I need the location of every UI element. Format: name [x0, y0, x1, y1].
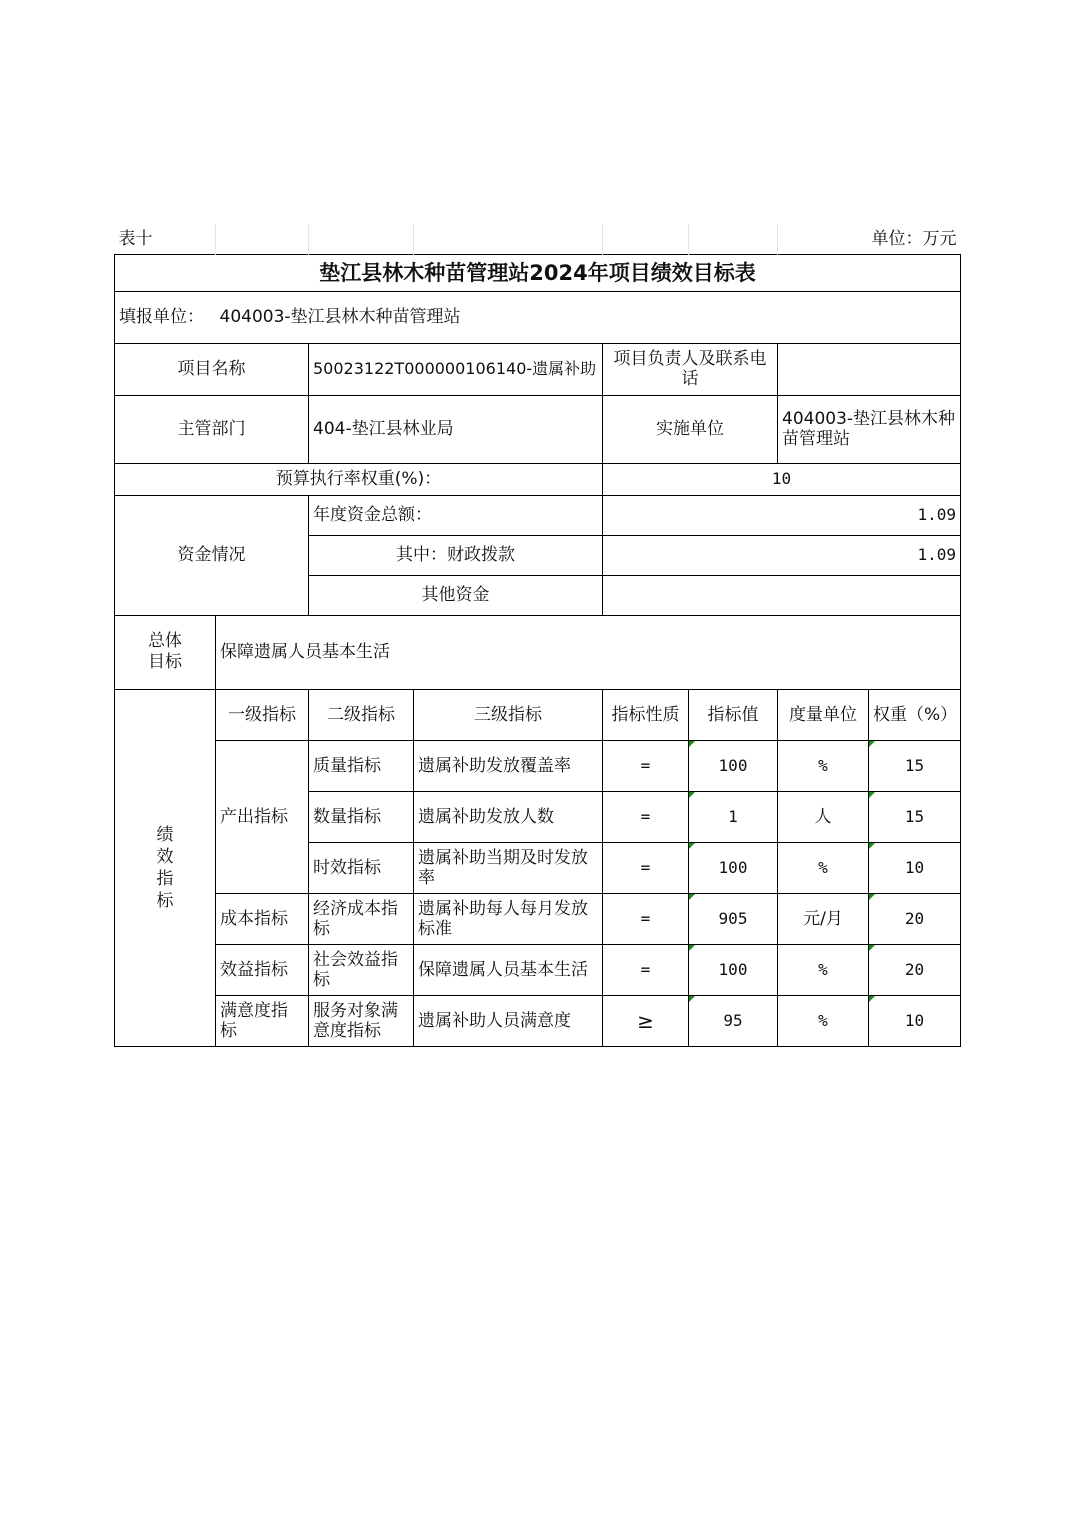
value-cell: 95 [689, 995, 778, 1046]
level1-output: 产出指标 [216, 740, 309, 893]
overall-goal-value: 保障遗属人员基本生活 [216, 615, 961, 689]
nature-cell: = [603, 893, 689, 944]
indicator-section-label: 绩效指标 [115, 689, 216, 1046]
weight-cell: 10 [869, 995, 961, 1046]
nature-cell: = [603, 842, 689, 893]
funds-label: 资金情况 [115, 495, 309, 615]
project-name-value: 50023122T000000106140-遗属补助 [309, 343, 603, 395]
unit-cell: % [778, 842, 869, 893]
unit-cell: 元/月 [778, 893, 869, 944]
project-name-label: 项目名称 [115, 343, 309, 395]
budget-weight-value: 10 [603, 463, 961, 495]
table-row [115, 944, 961, 995]
weight-cell: 20 [869, 944, 961, 995]
project-owner-value [778, 343, 961, 395]
dept-label: 主管部门 [115, 395, 309, 463]
value-cell: 100 [689, 944, 778, 995]
performance-target-table [114, 224, 961, 1047]
level3-cell: 遗属补助每人每月发放标准 [414, 893, 603, 944]
unit-cell: 人 [778, 791, 869, 842]
col-header-level2: 二级指标 [309, 689, 414, 740]
weight-cell: 15 [869, 740, 961, 791]
weight-cell: 10 [869, 842, 961, 893]
col-header-unit: 度量单位 [778, 689, 869, 740]
funds-total-value: 1.09 [603, 495, 961, 535]
funds-total-label: 年度资金总额： [309, 495, 603, 535]
funds-fiscal-label: 其中：财政拨款 [309, 535, 603, 575]
table-row [115, 740, 961, 791]
level2-cell: 时效指标 [309, 842, 414, 893]
level1-cost: 成本指标 [216, 893, 309, 944]
unit-label: 单位：万元 [871, 228, 957, 249]
overall-goal-label: 总体目标 [115, 615, 216, 689]
level1-satisfaction: 满意度指标 [216, 995, 309, 1046]
level3-cell: 遗属补助当期及时发放率 [414, 842, 603, 893]
level2-cell: 质量指标 [309, 740, 414, 791]
performance-target-sheet [114, 224, 960, 1047]
col-header-level3: 三级指标 [414, 689, 603, 740]
impl-unit-label: 实施单位 [603, 395, 778, 463]
level2-cell: 社会效益指标 [309, 944, 414, 995]
impl-unit-value: 404003-垫江县林木种苗管理站 [778, 395, 961, 463]
col-header-level1: 一级指标 [216, 689, 309, 740]
level2-cell: 经济成本指标 [309, 893, 414, 944]
funds-fiscal-value: 1.09 [603, 535, 961, 575]
project-owner-label: 项目负责人及联系电话 [603, 343, 778, 395]
nature-cell: = [603, 740, 689, 791]
level3-cell: 遗属补助发放覆盖率 [414, 740, 603, 791]
dept-value: 404-垫江县林业局 [309, 395, 603, 463]
funds-other-label: 其他资金 [309, 575, 603, 615]
budget-weight-label: 预算执行率权重(%)： [115, 463, 603, 495]
weight-cell: 15 [869, 791, 961, 842]
nature-cell: = [603, 791, 689, 842]
weight-cell: 20 [869, 893, 961, 944]
unit-cell: % [778, 740, 869, 791]
col-header-value: 指标值 [689, 689, 778, 740]
value-cell: 100 [689, 740, 778, 791]
value-cell: 1 [689, 791, 778, 842]
indicator-header-row [115, 689, 961, 740]
sheet-header-row [115, 224, 961, 254]
nature-cell: = [603, 944, 689, 995]
funds-other-value [603, 575, 961, 615]
table-number: 表十 [115, 224, 216, 254]
filing-unit-row [115, 291, 961, 343]
table-row [115, 893, 961, 944]
level2-cell: 服务对象满意度指标 [309, 995, 414, 1046]
level3-cell: 保障遗属人员基本生活 [414, 944, 603, 995]
col-header-nature: 指标性质 [603, 689, 689, 740]
value-cell: 100 [689, 842, 778, 893]
table-row [115, 995, 961, 1046]
unit-cell: % [778, 944, 869, 995]
level3-cell: 遗属补助发放人数 [414, 791, 603, 842]
unit-cell: % [778, 995, 869, 1046]
page-title: 垫江县林木种苗管理站2024年项目绩效目标表 [115, 254, 961, 291]
level2-cell: 数量指标 [309, 791, 414, 842]
col-header-weight: 权重（%） [869, 689, 961, 740]
level3-cell: 遗属补助人员满意度 [414, 995, 603, 1046]
nature-cell: ≥ [603, 995, 689, 1046]
level1-benefit: 效益指标 [216, 944, 309, 995]
filing-unit-label: 填报单位： [115, 291, 216, 343]
value-cell: 905 [689, 893, 778, 944]
filing-unit-value: 404003-垫江县林木种苗管理站 [216, 291, 961, 343]
